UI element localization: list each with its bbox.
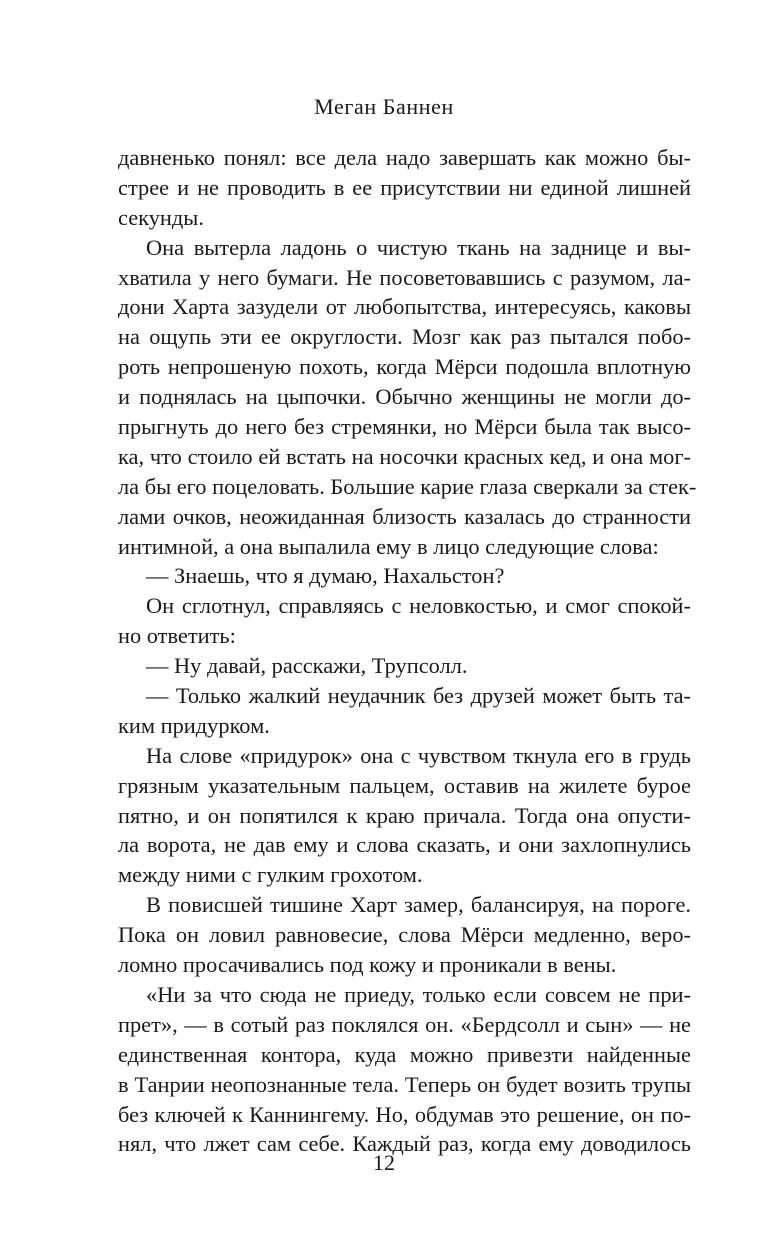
text-line: единственная контора, куда можно привезти найденные <box>118 1041 691 1067</box>
text-line: ла бы его поцеловать. Большие карие глаза сверкали за стек- <box>118 473 697 499</box>
page-number: 12 <box>373 1150 395 1175</box>
text-line: но ответить: <box>118 623 236 649</box>
body-text <box>118 143 697 1159</box>
running-header: Меган Баннен <box>314 94 454 119</box>
text-line: дони Харта зазудели от любопытства, интересуясь, каковы <box>118 294 691 320</box>
text-line: Он сглотнул, справляясь с неловкостью, и смог спокой- <box>146 593 691 619</box>
text-line: — Только жалкий неудачник без друзей может быть та- <box>146 683 691 709</box>
text-line: роть непрошеную похоть, когда Мёрси подошла вплотную <box>118 354 691 380</box>
text-line: в Танрии неопознанные тела. Теперь он будет возить трупы <box>118 1071 691 1097</box>
text-line: на ощупь эти ее округлости. Мозг как раз пытался побо- <box>118 324 691 350</box>
text-line: между ними с гулким грохотом. <box>118 862 423 888</box>
text-line: лами очков, неожиданная близость казалась до странности <box>118 503 691 529</box>
text-line: На слове «придурок» она с чувством ткнула его в грудь <box>146 742 691 768</box>
text-line: В повисшей тишине Харт замер, балансируя, на пороге. <box>146 892 691 918</box>
text-line: прет», — в сотый раз поклялся он. «Бердсолл и сын» — не <box>118 1011 691 1037</box>
text-line: без ключей к Каннингему. Но, обдумав это решение, он по- <box>118 1101 691 1127</box>
text-line: ла ворота, не дав ему и слова сказать, и они захлопнулись <box>118 832 691 858</box>
text-line: ка, что стоило ей встать на носочки красных кед, и она мог- <box>118 443 691 469</box>
text-line: «Ни за что сюда не приеду, только если совсем не при- <box>146 981 691 1007</box>
text-line: стрее и не проводить в ее присутствии ни единой лишней <box>118 174 691 200</box>
text-line: прыгнуть до него без стремянки, но Мёрси была так высо- <box>118 414 691 440</box>
text-line: и поднялась на цыпочки. Обычно женщины не могли до- <box>118 384 691 410</box>
text-line: интимной, а она выпалила ему в лицо следующие слова: <box>118 533 659 559</box>
text-line: Пока он ловил равновесие, слова Мёрси медленно, веро- <box>118 922 691 948</box>
text-line: Она вытерла ладонь о чистую ткань на заднице и вы- <box>146 234 691 260</box>
text-line: нял, что лжет сам себе. Каждый раз, когда ему доводилось <box>118 1131 691 1157</box>
text-line: хватила у него бумаги. Не посоветовавшись с разумом, ла- <box>118 264 691 290</box>
text-line: секунды. <box>118 204 204 230</box>
text-line: — Ну давай, расскажи, Трупсолл. <box>146 653 468 679</box>
text-line: ким придурком. <box>118 712 270 738</box>
text-line: ломно просачивались под кожу и проникали в вены. <box>118 952 617 978</box>
text-line: пятно, и он попятился к краю причала. Тогда она опусти- <box>118 802 691 828</box>
text-line: грязным указательным пальцем, оставив на жилете бурое <box>118 772 691 798</box>
text-line: давненько понял: все дела надо завершать как можно бы- <box>118 145 691 170</box>
text-line: — Знаешь, что я думаю, Нахальстон? <box>146 563 505 589</box>
